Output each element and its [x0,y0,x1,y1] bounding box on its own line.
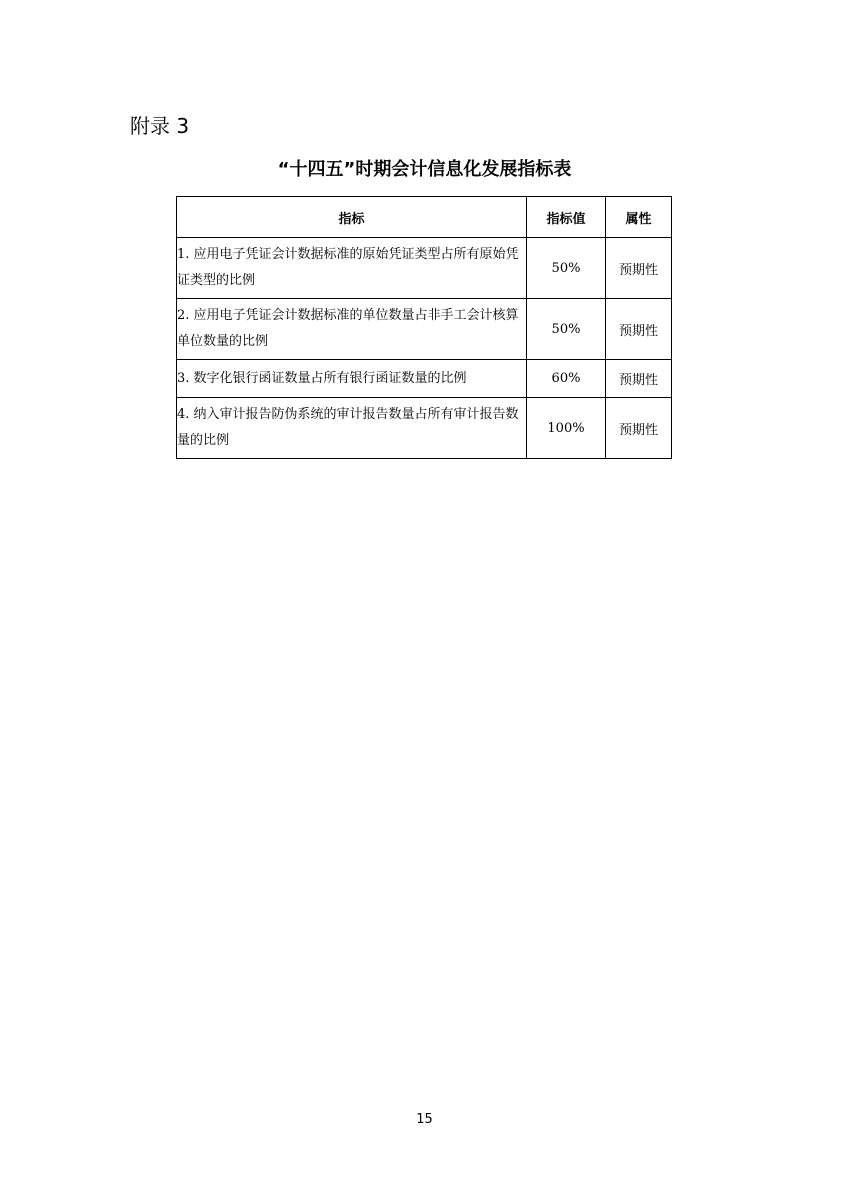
indicator-attribute: 预期性 [606,238,672,299]
indicator-value: 100% [527,398,606,459]
document-title: “十四五”时期会计信息化发展指标表 [277,159,572,180]
table-row [177,360,672,398]
indicator-value: 50% [527,299,606,360]
indicator-attribute: 预期性 [606,299,672,360]
table-row [177,398,672,459]
indicator-table [176,196,672,459]
table-row [177,299,672,360]
table-row [177,238,672,299]
page-number: 15 [416,1112,433,1127]
indicator-name: 2. 应用电子凭证会计数据标准的单位数量占非手工会计核算单位数量的比例 [177,299,527,360]
indicator-attribute: 预期性 [606,360,672,398]
header-indicator: 指标 [177,197,527,238]
indicator-attribute: 预期性 [606,398,672,459]
table-header-row [177,197,672,238]
indicator-name: 3. 数字化银行函证数量占所有银行函证数量的比例 [177,360,527,398]
appendix-label: 附录 3 [130,114,190,138]
header-attribute: 属性 [606,197,672,238]
indicator-name: 1. 应用电子凭证会计数据标准的原始凭证类型占所有原始凭证类型的比例 [177,238,527,299]
indicator-name: 4. 纳入审计报告防伪系统的审计报告数量占所有审计报告数量的比例 [177,398,527,459]
header-value: 指标值 [527,197,606,238]
indicator-value: 60% [527,360,606,398]
indicator-value: 50% [527,238,606,299]
